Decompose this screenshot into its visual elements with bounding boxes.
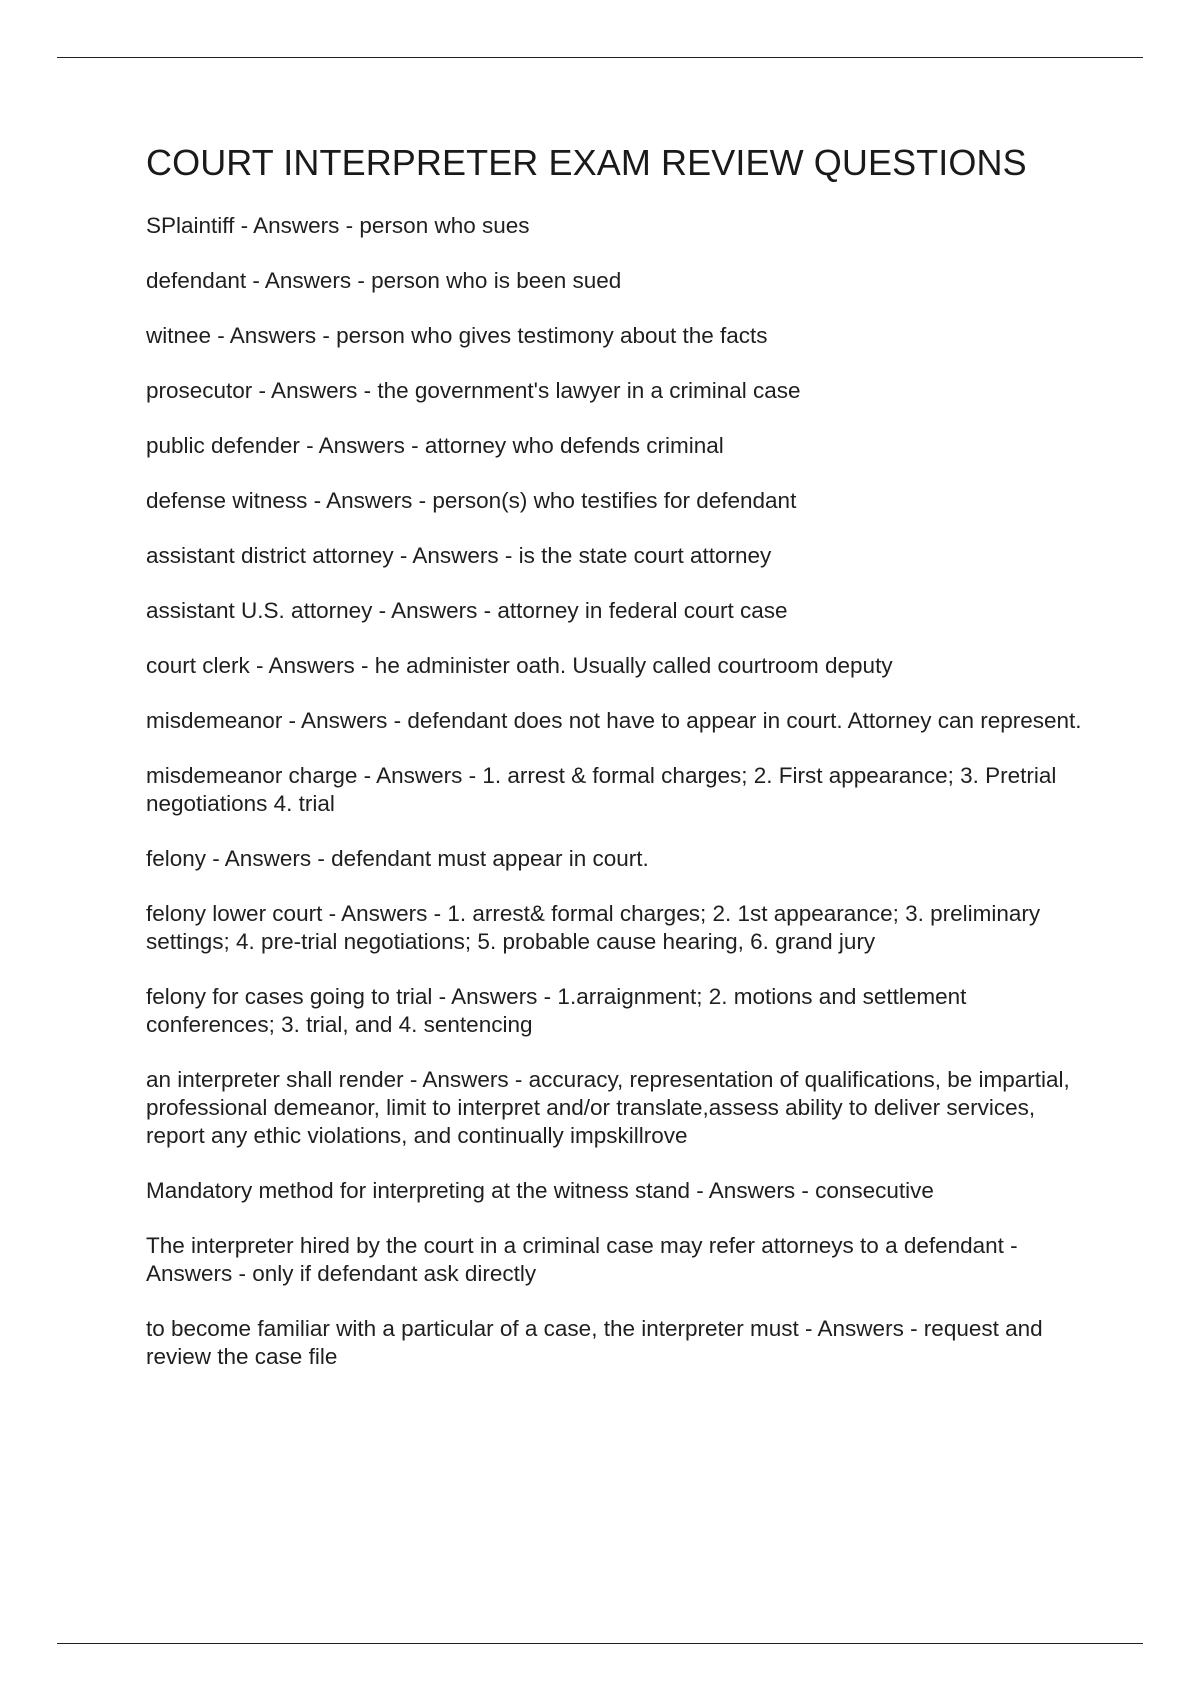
qa-item: defendant - Answers - person who is been sued xyxy=(146,268,622,293)
qa-item: Mandatory method for interpreting at the witness stand - Answers - consecutive xyxy=(146,1178,934,1203)
document-body xyxy=(146,142,1096,1398)
qa-item: public defender - Answers - attorney who defends criminal xyxy=(146,433,724,458)
qa-item: witnee - Answers - person who gives testimony about the facts xyxy=(146,323,768,348)
qa-item: assistant U.S. attorney - Answers - attorney in federal court case xyxy=(146,598,788,623)
qa-item: an interpreter shall render - Answers - accuracy, representation of qualifications, be impartial, professional demeanor, limit to interpret and/or translate,assess ability to deliver services, report any ethic violations, and continually impskillrove xyxy=(146,1067,1070,1148)
top-divider xyxy=(57,57,1143,58)
page-title: COURT INTERPRETER EXAM REVIEW QUESTIONS xyxy=(146,142,1027,183)
qa-item: The interpreter hired by the court in a criminal case may refer attorneys to a defendant - Answers - only if defendant ask directly xyxy=(146,1233,1018,1286)
qa-item: felony lower court - Answers - 1. arrest& formal charges; 2. 1st appearance; 3. preliminary settings; 4. pre-trial negotiations; 5. probable cause hearing, 6. grand jury xyxy=(146,901,1041,954)
bottom-divider xyxy=(57,1643,1143,1644)
qa-list xyxy=(146,212,1096,1371)
qa-item: misdemeanor - Answers - defendant does not have to appear in court. Attorney can represent. xyxy=(146,708,1082,733)
qa-item: SPlaintiff - Answers - person who sues xyxy=(146,213,530,238)
qa-item: defense witness - Answers - person(s) who testifies for defendant xyxy=(146,488,797,513)
qa-item: prosecutor - Answers - the government's lawyer in a criminal case xyxy=(146,378,801,403)
qa-item: felony for cases going to trial - Answers - 1.arraignment; 2. motions and settlement conferences; 3. trial, and 4. sentencing xyxy=(146,984,967,1037)
qa-item: misdemeanor charge - Answers - 1. arrest & formal charges; 2. First appearance; 3. Pretrial negotiations 4. trial xyxy=(146,763,1057,816)
qa-item: to become familiar with a particular of a case, the interpreter must - Answers - request and review the case file xyxy=(146,1316,1043,1369)
qa-item: felony - Answers - defendant must appear in court. xyxy=(146,846,649,871)
qa-item: court clerk - Answers - he administer oath. Usually called courtroom deputy xyxy=(146,653,893,678)
qa-item: assistant district attorney - Answers - is the state court attorney xyxy=(146,543,772,568)
